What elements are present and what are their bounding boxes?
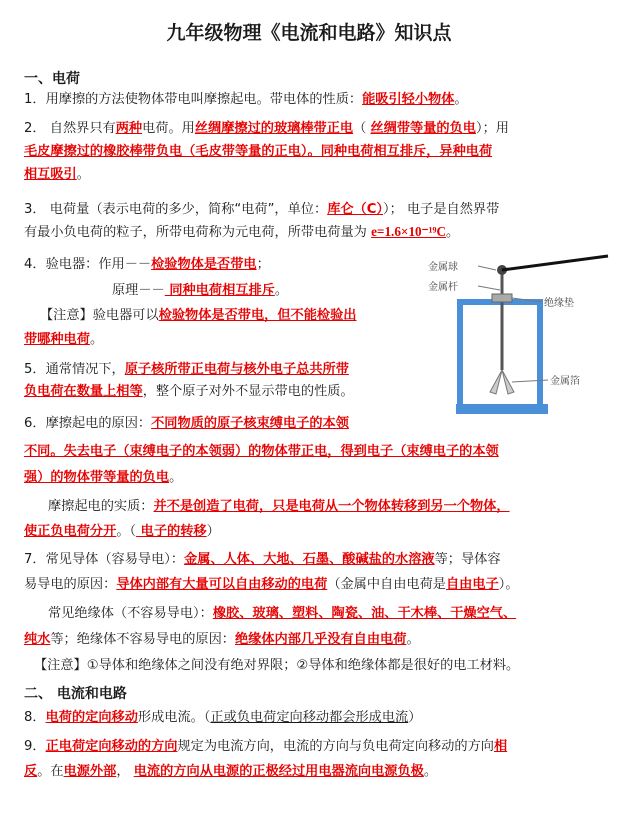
label-metal-foil: 金属箔 [550, 376, 580, 387]
point-2-line-2: 毛皮摩擦过的橡胶棒带负电（毛皮带等量的正电）。同种电荷相互排斥，异种电荷 [24, 144, 493, 159]
label-metal-rod: 金属杆 [428, 282, 458, 293]
point-3-line-1: 3． 电荷量（表示电荷的多少，简称“电荷”，单位：库仑（C））； 电子是自然界带 [24, 202, 500, 217]
point-7-note: 【注意】①导体和绝缘体之间没有绝对界限；②导体和绝缘体都是很好的电工材料。 [34, 658, 520, 673]
foil-left-shape [490, 370, 502, 394]
point-9-line-1: 9．正电荷定向移动的方向规定为电流方向，电流的方向与负电荷定向移动的方向相 [24, 739, 508, 754]
insulator-shape [492, 294, 512, 302]
point-4-line-2: 原理－－ 同种电荷相互排斥。 [112, 283, 289, 298]
point-7-insulators-line-2: 纯水等；绝缘体不容易导电的原因：绝缘体内部几乎没有自由电荷。 [24, 632, 420, 647]
section-heading-current: 二、 电流和电路 [24, 686, 127, 702]
point-7-line-2: 易导电的原因：导体内部有大量可以自由移动的电荷（金属中自由电荷是自由电子）。 [24, 577, 519, 592]
frame-shape [460, 302, 540, 407]
point-6-essence-line-2: 使正负电荷分开。（ 电子的转移） [24, 524, 220, 539]
base-shape [456, 404, 548, 414]
page-title: 九年级物理《电流和电路》知识点 [166, 22, 452, 44]
point-6-line-1: 6．摩擦起电的原因：不同物质的原子核束缚电子的本领 [24, 416, 349, 431]
point-5-line-1: 5．通常情况下，原子核所带正电荷与核外电子总共所带 [24, 362, 349, 377]
point-9-line-2: 反。在电源外部， 电流的方向从电源的正极经过用电器流向电源负极。 [24, 764, 438, 779]
point-6-essence: 摩擦起电的实质：并不是创造了电荷，只是电荷从一个物体转移到另一个物体， [48, 499, 510, 514]
point-5-line-2: 负电荷在数量上相等，整个原子对外不显示带电的性质。 [24, 384, 354, 399]
electroscope-figure [430, 252, 610, 422]
probe-shape [502, 256, 608, 270]
point-1: 1．用摩擦的方法使物体带电叫摩擦起电。带电体的性质：能吸引轻小物体。 [24, 92, 468, 107]
point-4-line-1: 4．验电器：作用－－检验物体是否带电； [24, 257, 270, 272]
point-4-note: 【注意】验电器可以检验物体是否带电，但不能检验出 [40, 308, 357, 323]
point-6-line-2: 不同。失去电子（束缚电子的本领弱）的物体带正电，得到电子（束缚电子的本领 [24, 444, 499, 459]
point-7-insulators: 常见绝缘体（不容易导电）：橡胶、玻璃、塑料、陶瓷、油、干木棒、干燥空气、 [48, 606, 517, 621]
point-8: 8．电荷的定向移动形成电流。（正或负电荷定向移动都会形成电流） [24, 710, 422, 725]
point-2-line-3: 相互吸引。 [24, 167, 90, 182]
label-insulator: 绝缘垫 [544, 298, 574, 309]
point-6-line-3: 强）的物体带等量的负电。 [24, 470, 183, 485]
section-heading-charge: 一、电荷 [24, 71, 80, 87]
point-2-line-1: 2． 自然界只有两种电荷。用丝绸摩擦过的玻璃棒带正电（ 丝绸带等量的负电）；用 [24, 121, 509, 136]
point-4-note-line-2: 带哪种电荷。 [24, 332, 104, 347]
point-7-line-1: 7．常见导体（容易导电）：金属、人体、大地、石墨、酸碱盐的水溶液等；导体容 [24, 552, 501, 567]
label-metal-ball: 金属球 [428, 262, 458, 273]
point-3-line-2: 有最小负电荷的粒子，所带电荷称为元电荷，所带电荷量为 e=1.6×10⁻¹⁹C。 [24, 224, 460, 240]
